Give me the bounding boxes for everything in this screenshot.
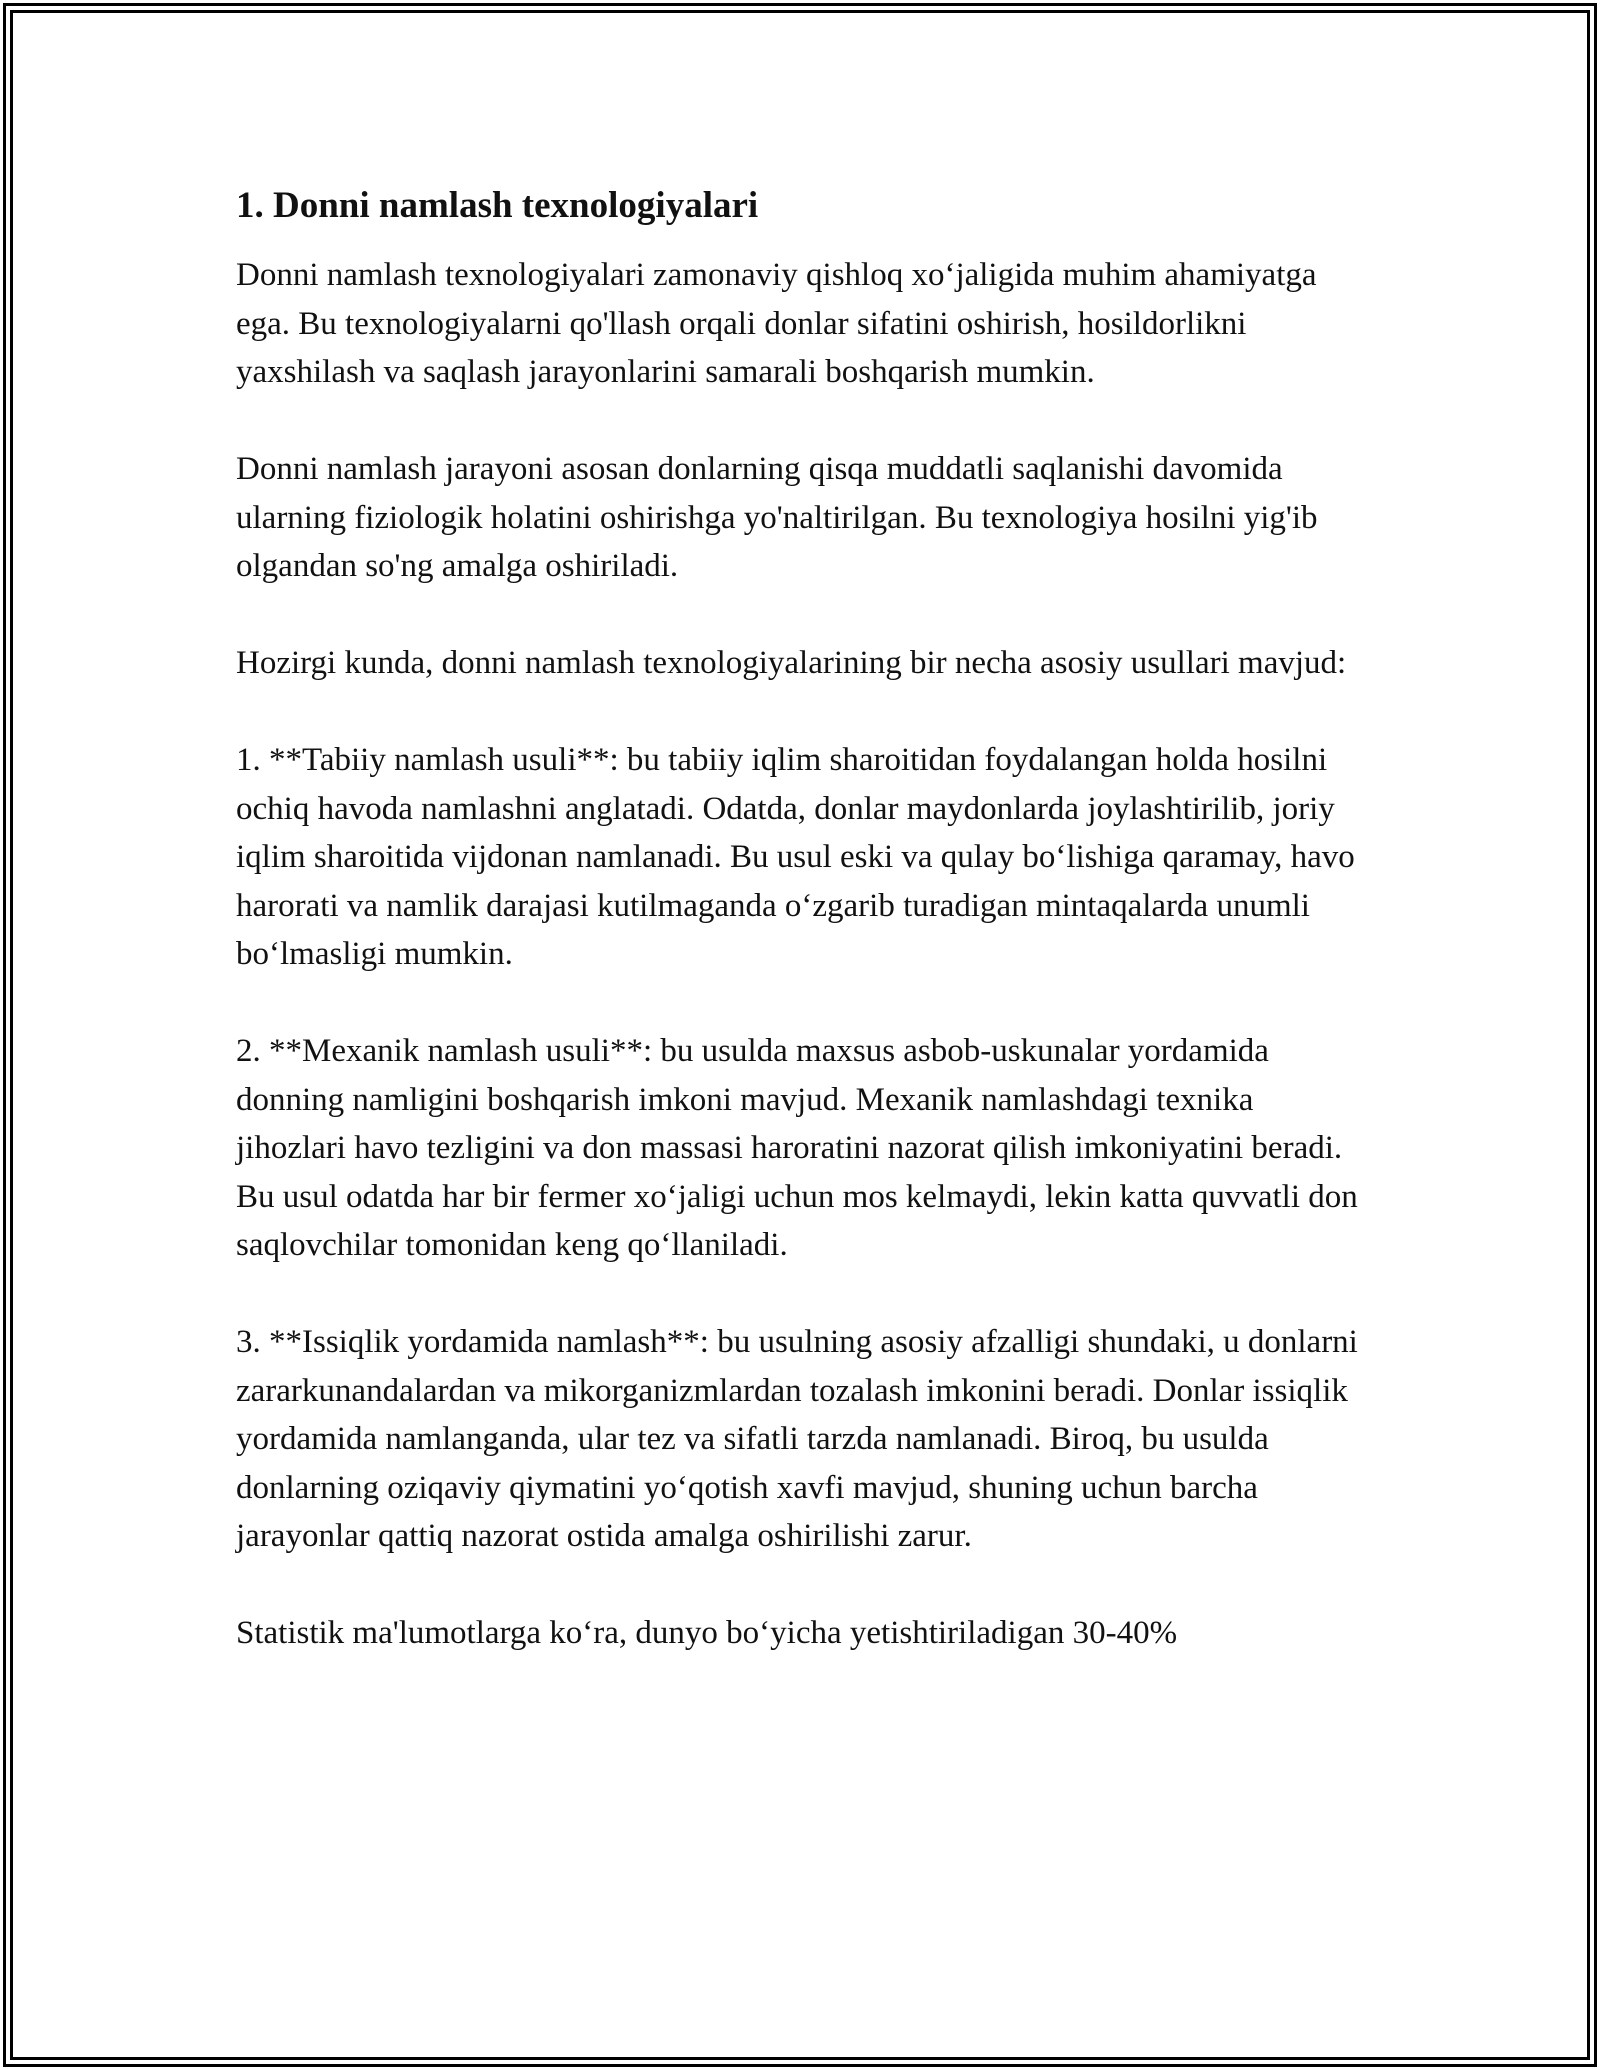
section-heading: 1. Donni namlash texnologiyalari [236,185,759,226]
paragraph-methods-intro: Hozirgi kunda, donni namlash texnologiyalarining bir necha asosiy usullari mavjud: [236,645,1347,681]
paragraph-process: Donni namlash jarayoni asosan donlarning qisqa muddatli saqlanishi davomida ularning fiziologik holatini oshirishga yo'naltirilgan. Bu texnologiya hosilni yig'ib olgandan so'ng amalga oshiriladi. [236,451,1318,584]
list-item-mechanical-method: 2. **Mexanik namlash usuli**: bu usulda maxsus asbob-uskunalar yordamida donning namligini boshqarish imkoni mavjud. Mexanik namlashdagi texnika jihozlari havo tezligini va don massasi haroratini nazorat qilish imkoniyatini beradi. Bu usul odatda har bir fermer xo‘jaligi uchun mos kelmaydi, lekin katta quvvatli don saqlovchilar tomonidan keng qo‘llaniladi. [236,1033,1358,1263]
document-body [236,182,1366,1658]
paragraph-statistics: Statistik ma'lumotlarga ko‘ra, dunyo bo‘yicha yetishtiriladigan 30-40% [236,1615,1178,1651]
list-item-heat-method: 3. **Issiqlik yordamida namlash**: bu usulning asosiy afzalligi shundaki, u donlarni zararkunandalardan va mikorganizmlardan tozalash imkonini beradi. Donlar issiqlik yordamida namlanganda, ular tez va sifatli tarzda namlanadi. Biroq, bu usulda donlarning oziqaviy qiymatini yo‘qotish xavfi mavjud, shuning uchun barcha jarayonlar qattiq nazorat ostida amalga oshirilishi zarur. [236,1324,1358,1554]
paragraph-intro: Donni namlash texnologiyalari zamonaviy qishloq xo‘jaligida muhim ahamiyatga ega. Bu texnologiyalarni qo'llash orqali donlar sifatini oshirish, hosildorlikni yaxshilash va saqlash jarayonlarini samarali boshqarish mumkin. [236,257,1317,390]
list-item-natural-method: 1. **Tabiiy namlash usuli**: bu tabiiy iqlim sharoitidan foydalangan holda hosilni ochiq havoda namlashni anglatadi. Odatda, donlar maydonlarda joylashtirilib, joriy iqlim sharoitida vijdonan namlanadi. Bu usul eski va qulay bo‘lishiga qaramay, havo harorati va namlik darajasi kutilmaganda o‘zgarib turadigan mintaqalarda unumli bo‘lmasligi mumkin. [236,742,1355,972]
